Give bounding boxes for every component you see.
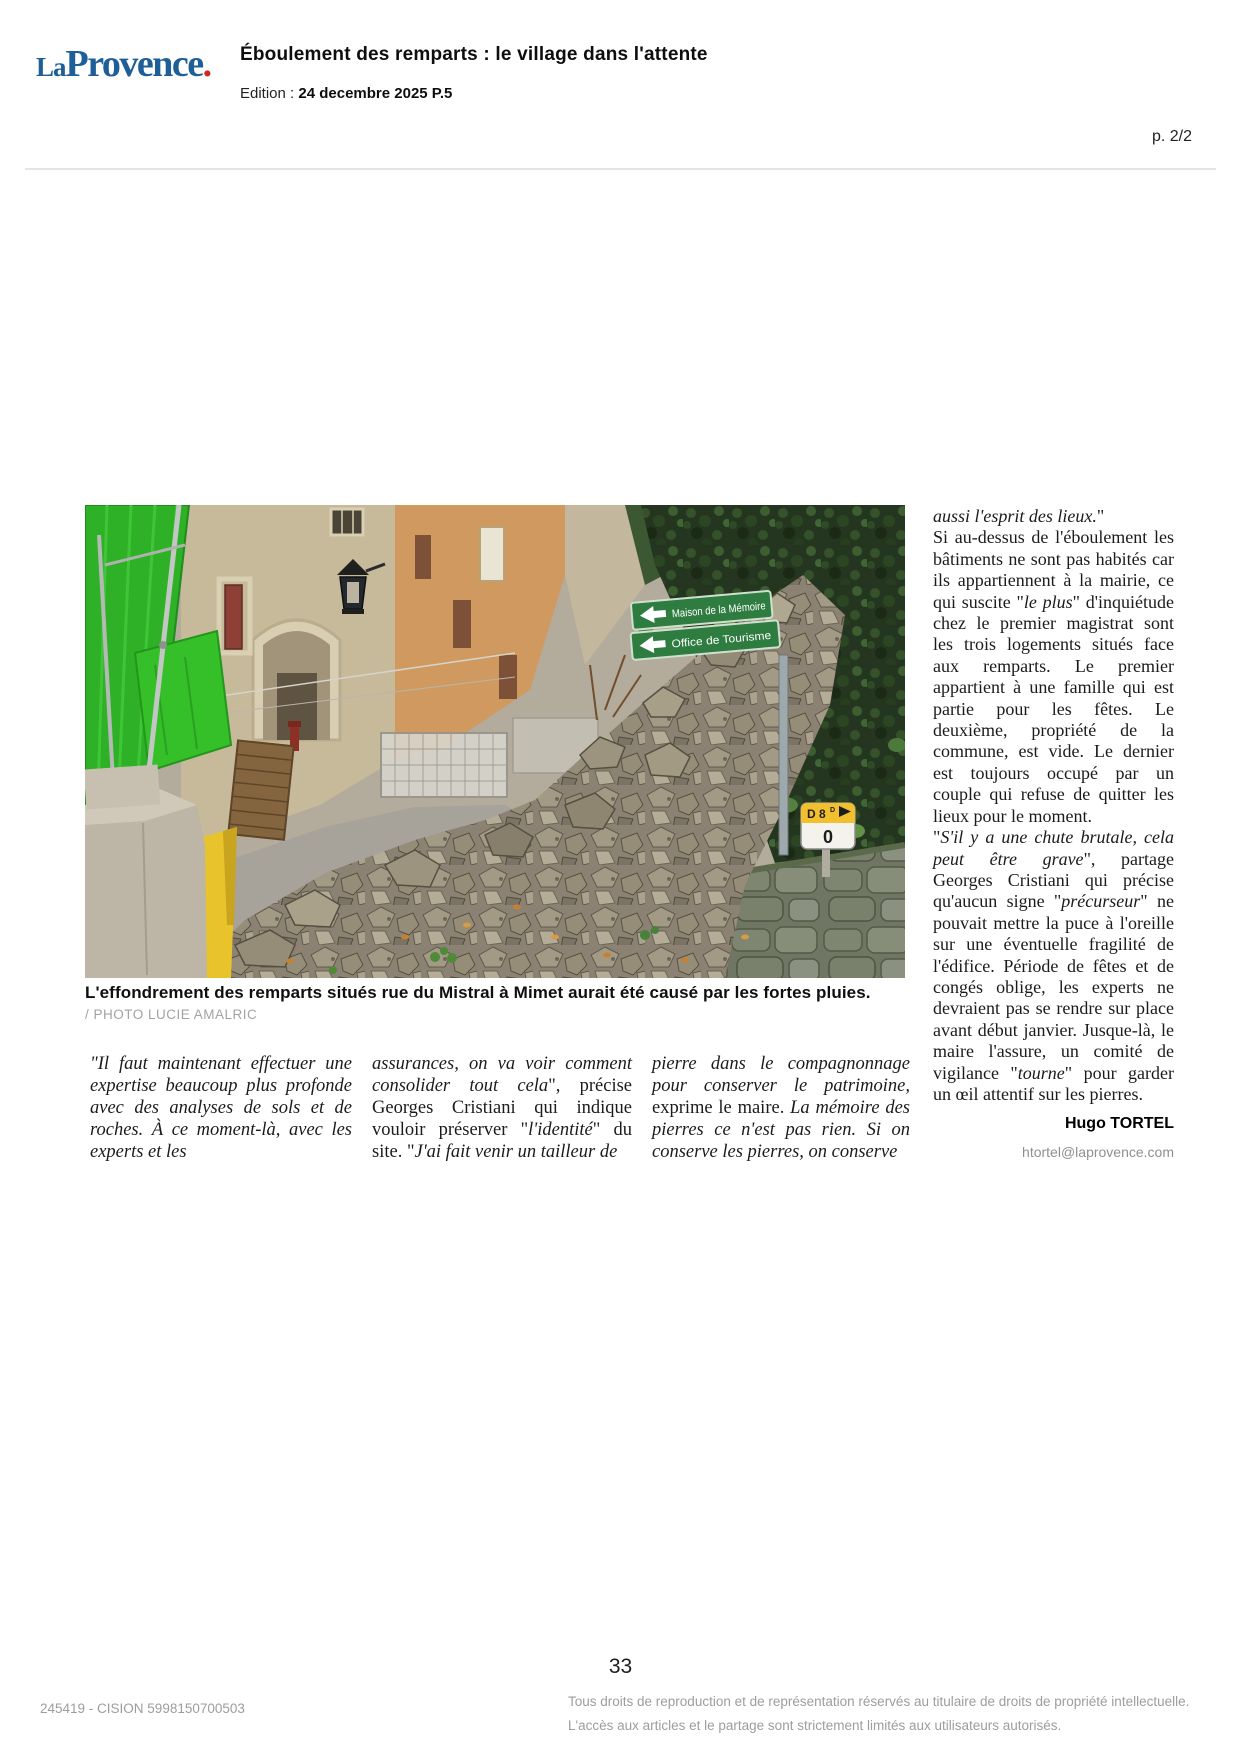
wooden-pallet xyxy=(228,740,294,839)
sign-office-tourisme: Office de Tourisme xyxy=(671,630,764,651)
brown-shutter xyxy=(415,535,431,579)
red-shutter xyxy=(225,585,242,649)
document-id: 245419 - CISION 5998150700503 xyxy=(40,1701,245,1716)
edition-value: 24 decembre 2025 P.5 xyxy=(298,85,453,102)
road-marker-sup: D xyxy=(830,807,836,814)
sign-pole xyxy=(779,655,788,855)
author-byline: Hugo TORTEL xyxy=(1064,1115,1174,1133)
photo-credit: / PHOTO LUCIE AMALRIC xyxy=(85,1007,258,1022)
rights-notice xyxy=(568,1690,1218,1738)
author-email: htortel@laprovence.com xyxy=(1022,1143,1174,1160)
photo-caption: L'effondrement des remparts situés rue du Mistral à Mimet aurait été causé par les fortes pluies. xyxy=(85,983,871,1002)
logo-dot: . xyxy=(202,43,213,85)
road-marker-zero: 0 xyxy=(822,827,834,847)
sign-maison-memoire: Maison de la Mémoire xyxy=(671,598,781,621)
article-column-4 xyxy=(933,506,1174,1163)
edition-line xyxy=(240,85,452,102)
road-marker-route: D 8 xyxy=(807,807,826,821)
article-title: Éboulement des remparts : le village dans l'attente xyxy=(240,44,708,65)
article-column-3: pierre dans le compagnonnage pour conserver le patrimoine, exprime le maire. La mémoire des pierres ce n'est pas rien. Si on conserve les pierres, on conserve xyxy=(652,1054,911,1162)
edition-label: Edition : xyxy=(240,85,295,102)
header-divider xyxy=(25,168,1216,170)
article-column-1: "Il faut maintenant effectuer une expertise beaucoup plus profonde avec des analyses de sols et de roches. À ce moment-là, avec les experts et les xyxy=(90,1054,352,1162)
rights-line-1: Tous droits de reproduction et de représentation réservés au titulaire de droits de propriété intellectuelle. xyxy=(568,1694,1190,1709)
page-number: 33 xyxy=(608,1655,633,1678)
paragraph: aussi l'esprit des lieux." xyxy=(933,506,1105,526)
logo-part-la: La xyxy=(36,52,66,82)
lattice-window xyxy=(331,509,363,535)
laprovence-logo xyxy=(36,42,212,86)
article-photo xyxy=(85,505,905,978)
page-indicator: p. 2/2 xyxy=(1151,128,1192,145)
article-column-2: assurances, on va voir comment consolider tout cela", précise Georges Cristiani qui indique vouloir préserver "l'identité" du site. "J'ai fait venir un tailleur de xyxy=(372,1054,632,1162)
white-shutter-window xyxy=(480,527,504,581)
rights-line-2: L'accès aux articles et le partage sont strictement limités aux utilisateurs autorisés. xyxy=(568,1718,1062,1733)
paragraph: Si au-dessus de l'éboulement les bâtiments ne sont pas habités car ils appartiennent à la mairie, ce qui suscite "le plus" d'inquiétude chez le premier magistrat sont les trois logements situés face aux remparts. Le premier appartient à une famille qui est partie pour les fêtes. Le deuxième, propriété de la commune, est vide. Le dernier est toujours occupé par un couple qui refuse de quitter les lieux pour le moment. xyxy=(933,527,1174,826)
paragraph: "S'il y a une chute brutale, cela peut être grave", partage Georges Cristiani qui précise qu'aucun signe "précurseur" ne pouvait mettre la puce à l'oreille sur une éventuelle fragilité de l'édifice. Période de fêtes et de congés oblige, les experts ne devraient pas se rendre sur place avant début janvier. Jusque-là, le maire l'assure, un comité de vigilance "tourne" pour garder un œil attentif sur les pierres. xyxy=(933,827,1175,1104)
collapsed-ramparts-photo xyxy=(85,505,905,978)
logo-part-provence: Provence xyxy=(65,43,203,85)
